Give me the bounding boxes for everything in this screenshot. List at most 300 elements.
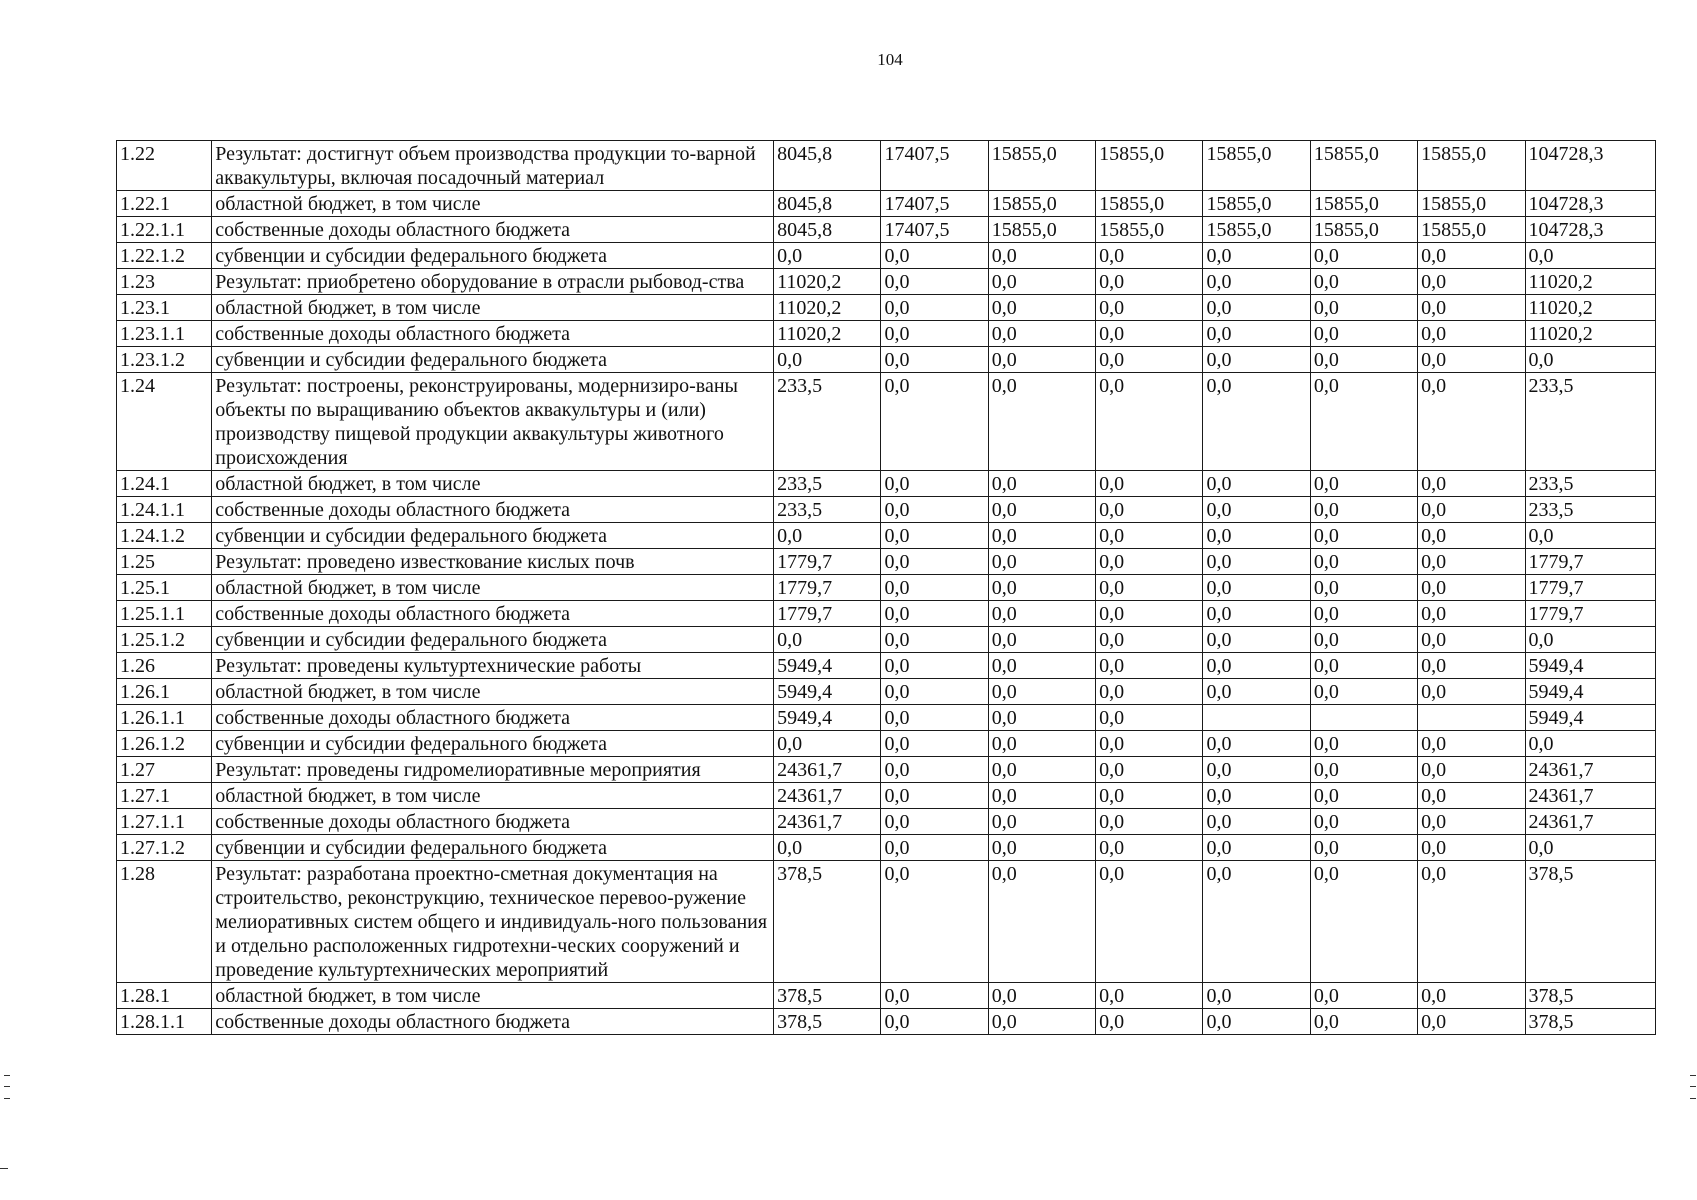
row-code-cell: 1.27.1.2 [117,835,212,861]
budget-table-body [117,141,1656,1035]
row-value-cell: 0,0 [774,243,881,269]
row-value-cell: 0,0 [988,243,1095,269]
row-total-cell: 104728,3 [1525,141,1655,191]
row-value-cell: 0,0 [1418,809,1525,835]
budget-table [116,140,1656,1035]
row-value-cell: 0,0 [881,601,988,627]
table-row [117,861,1656,983]
row-value-cell: 0,0 [881,627,988,653]
row-value-cell: 0,0 [988,679,1095,705]
row-value-cell: 0,0 [1310,575,1417,601]
row-value-cell: 233,5 [774,471,881,497]
row-value-cell: 0,0 [1203,269,1310,295]
row-value-cell: 0,0 [988,731,1095,757]
row-value-cell: 0,0 [1203,523,1310,549]
row-description-cell: Результат: проведены гидромелиоративные мероприятия [212,757,774,783]
row-value-cell: 0,0 [1310,523,1417,549]
row-value-cell: 0,0 [881,321,988,347]
row-code-cell: 1.23.1.1 [117,321,212,347]
row-description-cell: субвенции и субсидии федерального бюджета [212,731,774,757]
row-value-cell: 8045,8 [774,217,881,243]
row-value-cell: 0,0 [881,269,988,295]
row-value-cell: 0,0 [1096,295,1203,321]
left-margin-mark [4,1075,10,1099]
row-value-cell: 15855,0 [1310,191,1417,217]
row-value-cell: 0,0 [881,295,988,321]
row-value-cell [1418,705,1525,731]
row-code-cell: 1.24.1.1 [117,497,212,523]
row-value-cell: 0,0 [1418,243,1525,269]
row-value-cell: 0,0 [1096,601,1203,627]
row-value-cell: 0,0 [988,269,1095,295]
row-value-cell: 0,0 [988,601,1095,627]
table-row [117,783,1656,809]
row-code-cell: 1.22.1.1 [117,217,212,243]
table-row [117,627,1656,653]
row-total-cell: 11020,2 [1525,295,1655,321]
row-value-cell: 11020,2 [774,295,881,321]
row-code-cell: 1.22.1 [117,191,212,217]
row-value-cell: 0,0 [1096,471,1203,497]
row-value-cell: 0,0 [881,1009,988,1035]
row-value-cell: 15855,0 [1203,141,1310,191]
row-value-cell: 0,0 [1310,757,1417,783]
row-value-cell: 1779,7 [774,575,881,601]
table-row [117,497,1656,523]
row-value-cell: 0,0 [881,783,988,809]
row-value-cell: 15855,0 [1203,191,1310,217]
row-total-cell: 24361,7 [1525,809,1655,835]
row-value-cell: 0,0 [1418,575,1525,601]
row-code-cell: 1.26.1.2 [117,731,212,757]
table-row [117,679,1656,705]
row-code-cell: 1.28.1 [117,983,212,1009]
row-total-cell: 1779,7 [1525,549,1655,575]
row-value-cell: 0,0 [1418,549,1525,575]
row-code-cell: 1.25 [117,549,212,575]
row-value-cell: 0,0 [881,983,988,1009]
row-total-cell: 24361,7 [1525,783,1655,809]
row-description-cell: собственные доходы областного бюджета [212,601,774,627]
table-row [117,243,1656,269]
row-value-cell: 15855,0 [1096,191,1203,217]
row-total-cell: 0,0 [1525,731,1655,757]
table-row [117,705,1656,731]
row-value-cell: 0,0 [1310,321,1417,347]
row-value-cell: 0,0 [1096,679,1203,705]
row-description-cell: областной бюджет, в том числе [212,983,774,1009]
row-total-cell: 233,5 [1525,471,1655,497]
row-value-cell: 0,0 [1096,523,1203,549]
row-value-cell: 0,0 [1310,601,1417,627]
row-value-cell: 0,0 [1310,497,1417,523]
row-code-cell: 1.25.1.1 [117,601,212,627]
row-value-cell: 0,0 [881,373,988,471]
row-value-cell: 0,0 [1310,347,1417,373]
row-value-cell: 378,5 [774,861,881,983]
row-value-cell: 1779,7 [774,549,881,575]
row-total-cell: 0,0 [1525,835,1655,861]
row-value-cell: 0,0 [988,627,1095,653]
row-description-cell: областной бюджет, в том числе [212,575,774,601]
row-value-cell: 0,0 [988,783,1095,809]
row-value-cell: 0,0 [1418,497,1525,523]
row-value-cell: 0,0 [1203,627,1310,653]
row-value-cell: 0,0 [1203,601,1310,627]
row-value-cell: 0,0 [988,757,1095,783]
row-value-cell: 0,0 [1203,653,1310,679]
row-value-cell: 15855,0 [1418,217,1525,243]
row-value-cell: 0,0 [1203,835,1310,861]
row-value-cell: 0,0 [1310,295,1417,321]
row-value-cell: 0,0 [1418,627,1525,653]
row-value-cell: 0,0 [1096,347,1203,373]
row-value-cell: 0,0 [1203,321,1310,347]
row-description-cell: собственные доходы областного бюджета [212,217,774,243]
row-value-cell: 0,0 [1418,373,1525,471]
table-row [117,1009,1656,1035]
row-value-cell: 0,0 [1203,983,1310,1009]
row-code-cell: 1.24 [117,373,212,471]
row-value-cell: 0,0 [1096,983,1203,1009]
row-value-cell: 15855,0 [1096,217,1203,243]
row-value-cell: 8045,8 [774,191,881,217]
budget-table-container [116,140,1656,1035]
row-code-cell: 1.27 [117,757,212,783]
row-value-cell: 0,0 [1418,835,1525,861]
row-code-cell: 1.28 [117,861,212,983]
row-total-cell: 104728,3 [1525,191,1655,217]
row-value-cell: 0,0 [881,653,988,679]
row-value-cell: 0,0 [1096,757,1203,783]
row-value-cell: 0,0 [1418,1009,1525,1035]
row-value-cell: 15855,0 [1418,191,1525,217]
row-value-cell: 233,5 [774,373,881,471]
row-value-cell: 0,0 [1418,731,1525,757]
row-description-cell: собственные доходы областного бюджета [212,321,774,347]
row-description-cell: областной бюджет, в том числе [212,191,774,217]
row-value-cell: 0,0 [1203,549,1310,575]
row-value-cell: 24361,7 [774,783,881,809]
row-value-cell: 0,0 [1418,983,1525,1009]
row-value-cell: 0,0 [988,321,1095,347]
table-row [117,835,1656,861]
row-value-cell: 0,0 [881,757,988,783]
row-total-cell: 378,5 [1525,1009,1655,1035]
row-value-cell: 0,0 [1203,783,1310,809]
row-value-cell: 0,0 [1418,523,1525,549]
row-description-cell: собственные доходы областного бюджета [212,705,774,731]
row-value-cell: 0,0 [988,471,1095,497]
row-code-cell: 1.25.1.2 [117,627,212,653]
page-number: 104 [877,50,903,69]
row-value-cell: 0,0 [881,471,988,497]
row-description-cell: Результат: проведено известкование кислых почв [212,549,774,575]
table-row [117,653,1656,679]
row-value-cell: 0,0 [1096,731,1203,757]
row-total-cell: 104728,3 [1525,217,1655,243]
row-value-cell: 0,0 [1096,809,1203,835]
row-value-cell: 0,0 [1310,1009,1417,1035]
row-value-cell: 0,0 [1310,679,1417,705]
row-value-cell: 0,0 [988,861,1095,983]
table-row [117,347,1656,373]
row-description-cell: Результат: разработана проектно-сметная документация на строительство, реконструкцию, техническое перевоо-ружение мелиоративных систем общего и индивидуаль-ного пользования и отдельно расположенных гидротехни-ческих сооружений и проведение культуртехнических мероприятий [212,861,774,983]
table-row [117,601,1656,627]
row-value-cell: 0,0 [988,983,1095,1009]
row-description-cell: субвенции и субсидии федерального бюджета [212,243,774,269]
row-value-cell: 15855,0 [1310,141,1417,191]
row-total-cell: 0,0 [1525,347,1655,373]
row-value-cell: 8045,8 [774,141,881,191]
row-value-cell: 0,0 [1310,983,1417,1009]
row-value-cell: 0,0 [881,861,988,983]
row-description-cell: областной бюджет, в том числе [212,679,774,705]
row-value-cell: 0,0 [1096,549,1203,575]
table-row [117,471,1656,497]
row-value-cell: 0,0 [881,243,988,269]
row-description-cell: субвенции и субсидии федерального бюджета [212,627,774,653]
row-code-cell: 1.26 [117,653,212,679]
row-value-cell: 0,0 [1096,1009,1203,1035]
row-value-cell: 0,0 [988,705,1095,731]
row-code-cell: 1.24.1 [117,471,212,497]
row-value-cell: 0,0 [1418,601,1525,627]
row-value-cell: 0,0 [881,809,988,835]
row-total-cell: 0,0 [1525,243,1655,269]
row-value-cell: 0,0 [1203,243,1310,269]
row-value-cell: 0,0 [1203,471,1310,497]
row-description-cell: Результат: достигнут объем производства продукции то-варной аквакультуры, включая посадочный материал [212,141,774,191]
row-value-cell: 0,0 [988,295,1095,321]
row-value-cell: 0,0 [1418,295,1525,321]
row-code-cell: 1.23.1 [117,295,212,321]
row-value-cell: 0,0 [1203,575,1310,601]
row-value-cell: 0,0 [1203,373,1310,471]
row-value-cell: 15855,0 [1203,217,1310,243]
row-description-cell: Результат: проведены культуртехнические работы [212,653,774,679]
row-value-cell: 0,0 [1310,627,1417,653]
row-value-cell: 11020,2 [774,269,881,295]
row-value-cell: 0,0 [1310,861,1417,983]
row-value-cell: 0,0 [1310,809,1417,835]
row-value-cell: 15855,0 [1418,141,1525,191]
row-value-cell: 0,0 [1418,269,1525,295]
table-row [117,731,1656,757]
row-code-cell: 1.26.1.1 [117,705,212,731]
row-value-cell: 0,0 [1310,549,1417,575]
row-value-cell: 0,0 [1418,783,1525,809]
row-value-cell: 0,0 [988,523,1095,549]
row-description-cell: субвенции и субсидии федерального бюджета [212,347,774,373]
right-margin-mark [1690,1075,1696,1099]
row-total-cell: 11020,2 [1525,321,1655,347]
row-value-cell: 5949,4 [774,705,881,731]
row-value-cell: 0,0 [1418,347,1525,373]
table-row [117,217,1656,243]
table-row [117,983,1656,1009]
row-value-cell: 0,0 [1096,321,1203,347]
row-value-cell: 0,0 [1310,373,1417,471]
row-total-cell: 5949,4 [1525,679,1655,705]
row-description-cell: субвенции и субсидии федерального бюджета [212,523,774,549]
row-value-cell: 0,0 [1203,1009,1310,1035]
row-value-cell: 0,0 [881,679,988,705]
row-value-cell: 0,0 [1203,809,1310,835]
row-value-cell: 0,0 [1310,835,1417,861]
row-value-cell: 0,0 [988,653,1095,679]
row-value-cell: 0,0 [988,575,1095,601]
row-description-cell: собственные доходы областного бюджета [212,809,774,835]
row-value-cell: 0,0 [881,549,988,575]
table-row [117,575,1656,601]
row-value-cell: 0,0 [881,347,988,373]
row-total-cell: 5949,4 [1525,653,1655,679]
row-value-cell: 0,0 [1096,373,1203,471]
row-value-cell: 0,0 [1096,835,1203,861]
row-value-cell: 0,0 [1096,783,1203,809]
row-value-cell: 0,0 [1203,757,1310,783]
row-value-cell: 0,0 [1310,243,1417,269]
row-value-cell: 1779,7 [774,601,881,627]
row-value-cell: 0,0 [1203,861,1310,983]
row-total-cell: 24361,7 [1525,757,1655,783]
row-value-cell: 0,0 [1096,497,1203,523]
row-value-cell: 0,0 [1418,757,1525,783]
row-value-cell: 0,0 [988,373,1095,471]
row-value-cell: 0,0 [1203,497,1310,523]
row-value-cell: 0,0 [988,347,1095,373]
row-value-cell: 0,0 [881,835,988,861]
row-description-cell: собственные доходы областного бюджета [212,1009,774,1035]
row-total-cell: 233,5 [1525,373,1655,471]
row-value-cell: 17407,5 [881,191,988,217]
row-code-cell: 1.28.1.1 [117,1009,212,1035]
row-value-cell: 0,0 [988,1009,1095,1035]
row-total-cell: 378,5 [1525,861,1655,983]
row-value-cell: 24361,7 [774,757,881,783]
edge-tick [0,1168,8,1169]
row-value-cell: 233,5 [774,497,881,523]
table-row [117,321,1656,347]
row-value-cell: 0,0 [774,347,881,373]
row-value-cell: 0,0 [1096,269,1203,295]
row-value-cell: 0,0 [988,549,1095,575]
row-total-cell: 0,0 [1525,523,1655,549]
row-description-cell: субвенции и субсидии федерального бюджета [212,835,774,861]
row-value-cell: 0,0 [1310,269,1417,295]
row-total-cell: 0,0 [1525,627,1655,653]
row-total-cell: 1779,7 [1525,601,1655,627]
row-value-cell: 0,0 [881,523,988,549]
row-code-cell: 1.24.1.2 [117,523,212,549]
row-code-cell: 1.27.1.1 [117,809,212,835]
row-value-cell: 378,5 [774,983,881,1009]
table-row [117,295,1656,321]
row-value-cell: 0,0 [1418,653,1525,679]
table-row [117,269,1656,295]
row-description-cell: Результат: построены, реконструированы, модернизиро-ваны объекты по выращиванию объектов аквакультуры и (или) производству пищевой продукции аквакультуры животного происхождения [212,373,774,471]
table-row [117,191,1656,217]
row-value-cell: 5949,4 [774,653,881,679]
row-value-cell: 0,0 [1418,861,1525,983]
row-value-cell: 378,5 [774,1009,881,1035]
row-value-cell: 15855,0 [988,141,1095,191]
row-code-cell: 1.22.1.2 [117,243,212,269]
row-code-cell: 1.23.1.2 [117,347,212,373]
row-value-cell: 0,0 [1096,575,1203,601]
row-code-cell: 1.27.1 [117,783,212,809]
row-description-cell: областной бюджет, в том числе [212,783,774,809]
row-value-cell: 0,0 [988,809,1095,835]
table-row [117,757,1656,783]
row-total-cell: 378,5 [1525,983,1655,1009]
row-description-cell: Результат: приобретено оборудование в отрасли рыбовод-ства [212,269,774,295]
row-value-cell: 0,0 [1096,627,1203,653]
table-row [117,523,1656,549]
row-value-cell: 0,0 [1418,679,1525,705]
row-value-cell: 0,0 [1310,731,1417,757]
row-value-cell: 0,0 [988,835,1095,861]
row-value-cell: 0,0 [1096,243,1203,269]
row-value-cell: 0,0 [774,835,881,861]
row-total-cell: 1779,7 [1525,575,1655,601]
row-value-cell: 0,0 [1418,471,1525,497]
row-value-cell: 5949,4 [774,679,881,705]
row-value-cell: 0,0 [774,731,881,757]
row-value-cell: 0,0 [881,705,988,731]
row-value-cell: 0,0 [988,497,1095,523]
row-value-cell: 0,0 [1203,731,1310,757]
row-value-cell: 15855,0 [988,191,1095,217]
row-value-cell: 0,0 [774,523,881,549]
row-description-cell: собственные доходы областного бюджета [212,497,774,523]
row-value-cell: 17407,5 [881,217,988,243]
row-value-cell: 0,0 [774,627,881,653]
row-value-cell: 15855,0 [1096,141,1203,191]
table-row [117,141,1656,191]
row-value-cell: 0,0 [1203,347,1310,373]
table-row [117,373,1656,471]
row-value-cell: 24361,7 [774,809,881,835]
row-value-cell: 15855,0 [988,217,1095,243]
row-total-cell: 233,5 [1525,497,1655,523]
row-value-cell: 0,0 [1096,705,1203,731]
row-value-cell: 0,0 [1096,653,1203,679]
row-value-cell [1203,705,1310,731]
row-code-cell: 1.22 [117,141,212,191]
table-row [117,549,1656,575]
row-value-cell: 15855,0 [1310,217,1417,243]
row-description-cell: областной бюджет, в том числе [212,471,774,497]
row-value-cell: 0,0 [1203,295,1310,321]
row-total-cell: 11020,2 [1525,269,1655,295]
row-value-cell: 0,0 [1418,321,1525,347]
row-value-cell: 11020,2 [774,321,881,347]
row-total-cell: 5949,4 [1525,705,1655,731]
row-value-cell: 0,0 [881,575,988,601]
row-value-cell: 0,0 [1310,471,1417,497]
row-value-cell: 0,0 [1096,861,1203,983]
row-value-cell [1310,705,1417,731]
row-value-cell: 0,0 [1310,783,1417,809]
row-value-cell: 0,0 [881,731,988,757]
row-value-cell: 0,0 [1310,653,1417,679]
row-value-cell: 0,0 [881,497,988,523]
row-code-cell: 1.26.1 [117,679,212,705]
row-code-cell: 1.23 [117,269,212,295]
row-value-cell: 17407,5 [881,141,988,191]
